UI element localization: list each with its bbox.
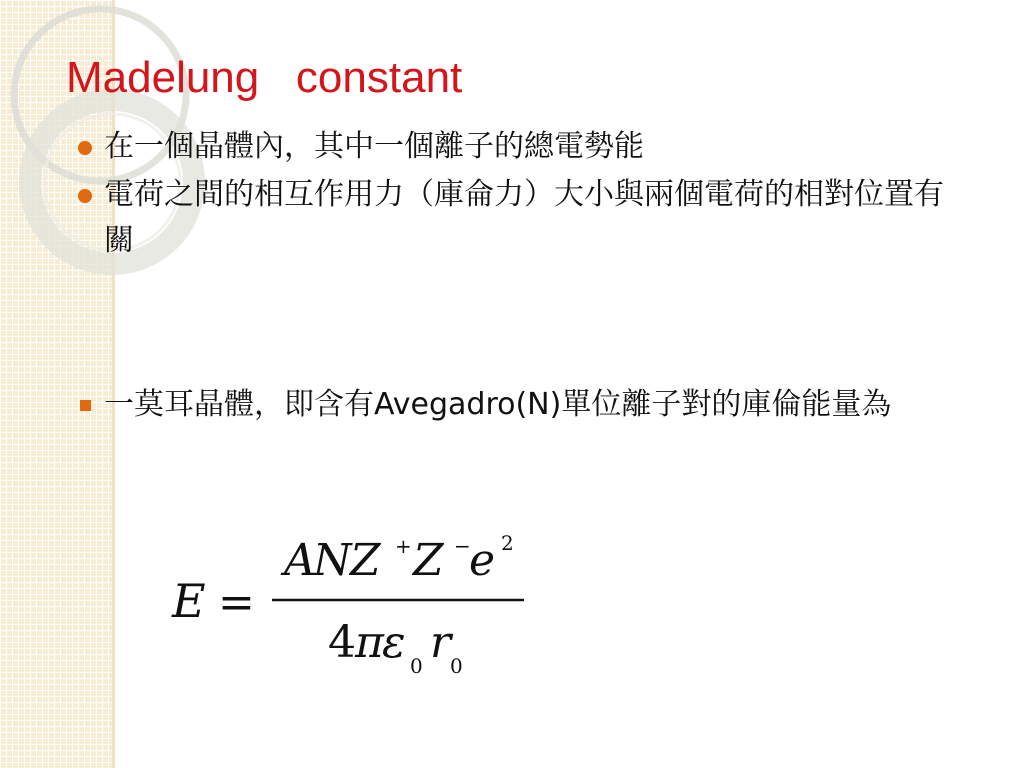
numerator-e: e [469,535,496,586]
circle-bullet-icon [78,189,92,203]
denominator-pi: π [355,617,384,668]
denominator-sub-r: 0 [450,654,463,678]
bullet-item [78,382,958,428]
slide-title: Madelung constant [66,53,463,102]
bullet-list [78,124,958,428]
bullet-text: 在一個晶體內，其中一個離子的總電勢能 [104,129,644,164]
denominator-r: r [430,617,452,668]
bullet-text: 一莫耳晶體，即含有Avegadro(N)單位離子對的庫倫能量為 [104,387,892,422]
denominator-eps: ε [382,617,406,668]
formula-lhs: E [172,574,206,628]
denominator-sub-eps: 0 [410,654,423,678]
numerator-z2: Z [413,535,444,586]
numerator-sup-2: 2 [501,531,514,555]
bullet-text: 電荷之間的相互作用力（庫侖力）大小與兩個電荷的相對位置有關 [104,177,944,258]
formula-equals: = [218,577,255,628]
bullet-item [78,172,958,264]
circle-bullet-icon [78,141,92,155]
numerator-a: A [284,535,316,586]
numerator-sup-plus: + [395,534,412,558]
square-bullet-icon [80,400,91,411]
numerator-z1: Z [350,535,381,586]
madelung-energy-formula [160,525,540,690]
denominator-four: 4 [328,617,356,668]
numerator-sup-minus: − [454,534,471,558]
bullet-item [78,124,958,170]
numerator-n: N [313,535,352,586]
